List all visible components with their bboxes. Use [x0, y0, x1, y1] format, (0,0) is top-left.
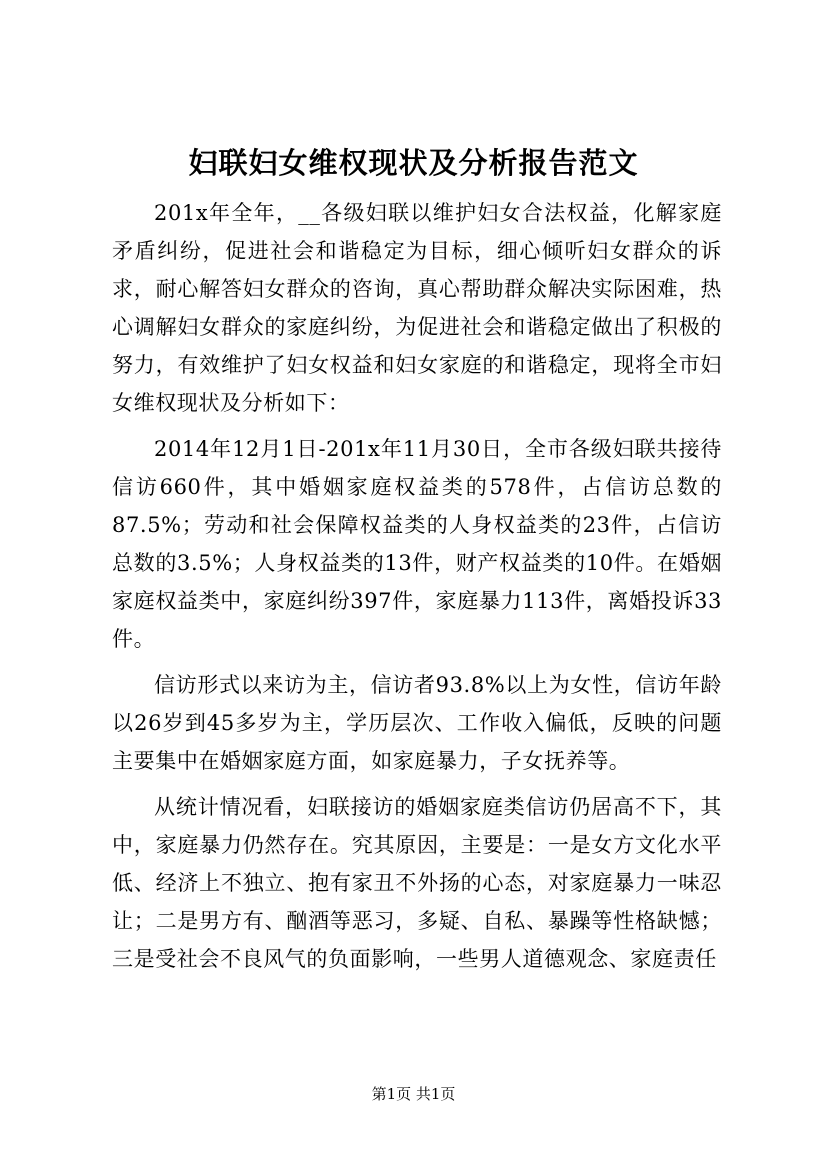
paragraph-statistics: 2014年12月1日-201x年11月30日，全市各级妇联共接待信访660件，其中婚姻家庭权益类的578件，占信访总数的87.5%；劳动和社会保障权益类的人身权益类的23件，占信访总数的3.5%；人身权益类的13件，财产权益类的10件。在婚姻家庭权益类中，家庭纠纷397件，家庭暴力113件，离婚投诉33件。 — [112, 437, 722, 651]
paragraph-analysis: 从统计情况看，妇联接访的婚姻家庭类信访仍居高不下，其中，家庭暴力仍然存在。究其原因，主要是：一是女方文化水平低、经济上不独立、抱有家丑不外扬的心态，对家庭暴力一味忍让；二是男方有、酗酒等恶习，多疑、自私、暴躁等性格缺憾；三是受社会不良风气的负面影响，一些男人道德观念、家庭责任 — [112, 795, 722, 971]
paragraph-visitor-profile: 信访形式以来访为主，信访者93.8%以上为女性，信访年龄以26岁到45多岁为主，学历层次、工作收入偏低，反映的问题主要集中在婚姻家庭方面，如家庭暴力，子女抚养等。 — [112, 673, 722, 773]
document-title: 妇联妇女维权现状及分析报告范文 — [188, 146, 639, 180]
page-footer — [0, 1084, 827, 1104]
paragraph-intro: 201x年全年，__各级妇联以维护妇女合法权益，化解家庭矛盾纠纷，促进社会和谐稳定为目标，细心倾听妇女群众的诉求，耐心解答妇女群众的咨询，真心帮助群众解决实际困难，热心调解妇女群众的家庭纠纷，为促进社会和谐稳定做出了积极的努力，有效维护了妇女权益和妇女家庭的和谐稳定，现将全市妇女维权现状及分析如下： — [112, 201, 722, 415]
page-number-label: 第1页 共1页 — [371, 1085, 456, 1103]
document-body — [112, 194, 722, 986]
